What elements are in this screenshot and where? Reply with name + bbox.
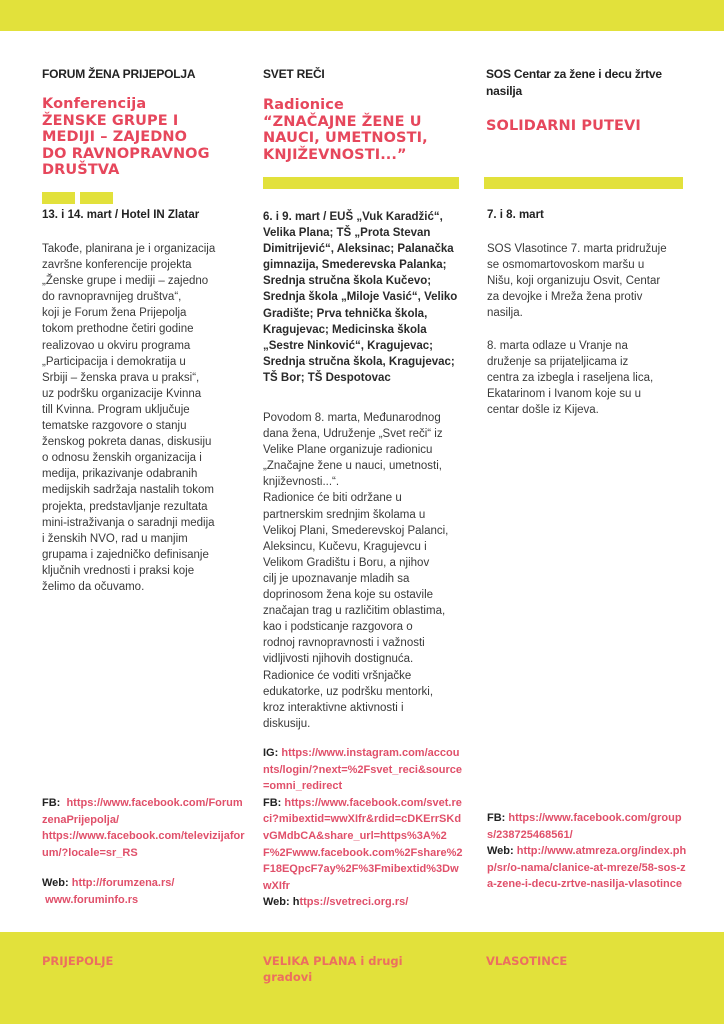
organization-name: FORUM ŽENA PRIJEPOLJA bbox=[42, 67, 196, 81]
event-date: 13. i 14. mart / Hotel IN Zlatar bbox=[42, 209, 200, 221]
title-line: Radionice bbox=[263, 97, 344, 113]
facebook-link[interactable]: https://www.facebook.com/televizijaforum/?locale=sr_RS bbox=[42, 830, 245, 859]
event-date: 7. i 8. mart bbox=[487, 209, 544, 221]
web-label: Web: bbox=[42, 877, 69, 890]
event-title bbox=[263, 97, 475, 163]
fb-label: FB: bbox=[42, 797, 61, 809]
facebook-link[interactable]: https://www.facebook.com/svet.reci?mibextid=wwXIfr&rdid=cDKErrSKdvGMdbCA&share_url=https%3A%2F%2Fwww.facebook.com%2Fshare%2F18EQpcF7ay%2F%3Fmibextid%3DwwXIfr bbox=[263, 796, 463, 892]
title-line: Konferencija bbox=[42, 96, 147, 112]
title-line: SOLIDARNI PUTEVI bbox=[486, 118, 641, 134]
web-link[interactable]: ttps://svetreci.org.rs/ bbox=[299, 896, 409, 909]
ig-label: IG: bbox=[263, 747, 279, 759]
title-line: NAUCI, UMETNOSTI, bbox=[263, 130, 428, 146]
links-block bbox=[263, 745, 463, 911]
footer-location: PRIJEPOLJE bbox=[42, 954, 114, 968]
title-line: DRUŠTVA bbox=[42, 162, 120, 178]
event-date-locations: 6. i 9. mart / EUŠ „Vuk Karadžić“, Velika Plana; TŠ „Prota Stevan Dimitrijević“, Aleksinac; Palanačka gimnazija, Smederevska Palanka; Srednja stručna škola Kučevo; Srednja škola „Miloje Vasić“, Veliko Gradište; Prva tehnička škola, Kragujevac; Medicinska škola „Sestre Ninković“, Kragujevac; Srednja stručna škola, Kragujevac; TŠ Bor; TŠ Despotovac bbox=[263, 211, 458, 384]
web-link[interactable]: http://www.atmreza.org/index.php/sr/o-nama/clanice-at-mreze/58-sos-za-zene-i-decu-zrtve-nasilja-vlasotince bbox=[487, 845, 687, 891]
web-label: Web: bbox=[487, 845, 514, 858]
fb-label: FB: bbox=[263, 796, 282, 809]
links-block bbox=[487, 810, 687, 893]
title-line: ŽENSKE GRUPE I bbox=[42, 112, 179, 129]
web-link[interactable]: http://forumzena.rs/ bbox=[71, 877, 175, 890]
title-line: KNJIŽEVNOSTI...” bbox=[263, 146, 407, 163]
links-block bbox=[42, 795, 247, 909]
organization-name: SOS Centar za žene i decu žrtve nasilja bbox=[486, 67, 662, 98]
event-description: Povodom 8. marta, Međunarodnog dana žena, Udruženje „Svet reči“ iz Velike Plane organizuje radionicu „Značajne žene u nauci, umetnosti, književnosti...“. Radionice će biti održane u partnerskim srednjim školama u Velikoj Plani, Smederevskoj Palanci, Aleksincu, Kučevu, Kragujevcu i Velikom Gradištu i Boru, a njihov cilj je upoznavanje mladih sa doprinosom žena koje su ostavile značajan trag u različitim oblastima, kao i podsticanje razgovora o rodnoj ravnopravnosti i važnosti vidljivosti njihovih dostignuća. Radionice će voditi vršnjačke edukatorke, uz podršku mentorki, kroz interaktivne aktivnosti i diskusiju. bbox=[263, 412, 449, 730]
organization-name: SVET REČI bbox=[263, 67, 325, 81]
web-label: Web: h bbox=[263, 896, 300, 909]
web-link[interactable]: www.foruminfo.rs bbox=[45, 893, 139, 906]
title-line: MEDIJI – ZAJEDNO bbox=[42, 129, 188, 145]
fb-label: FB: bbox=[487, 812, 506, 824]
column-forum-zena bbox=[42, 66, 252, 179]
accent-bar bbox=[42, 192, 75, 204]
facebook-link[interactable]: https://www.facebook.com/groups/238725468561/ bbox=[487, 812, 682, 841]
event-description: Takođe, planirana je i organizacija završne konferencije projekta „Ženske grupe i mediji – zajedno do ravnopravnijeg društva“, koji je Forum žena Prijepolja tokom prethodne četiri godine realizovao u okviru programa „Participacija i demokratija u Srbiji – ženska prava u praksi“, uz podršku organizacije Kvinna till Kvinna. Program uključuje tematske razgovore o stanju ženskog pokreta danas, diskusiju o odnosu ženskih organizacija i medija, prikazivanje odabranih medijskih sadržaja nastalih tokom projekta, predstavljanje rezultata mini-istraživanja o saradnji medija i ženskih NVO, rad u manjim grupama i zajedničko definisanje ključnih vrednosti i praksi koje želimo da očuvamo. bbox=[42, 243, 216, 593]
column-svet-reci bbox=[263, 66, 475, 163]
top-accent-band bbox=[0, 0, 724, 31]
footer-location: VLASOTINCE bbox=[486, 954, 568, 968]
event-description: SOS Vlasotince 7. marta pridružuje se osmomartovoskom maršu u Nišu, koji organizuju Osvit, Centar za devojke i Mreža žena protiv nasilja. 8. marta odlaze u Vranje na druženje sa prijateljicama iz centra za izbegla i raseljena lica, Ekatarinom i Ivanom koje su u centar došle iz Kijeva. bbox=[487, 243, 667, 416]
accent-bar bbox=[484, 177, 683, 189]
instagram-link[interactable]: https://www.instagram.com/accounts/login/?next=%2Fsvet_reci&source=omni_redirect bbox=[263, 747, 462, 793]
event-title bbox=[42, 96, 252, 179]
facebook-link[interactable]: https://www.facebook.com/ForumzenaPrijepolja/ bbox=[42, 797, 243, 826]
accent-bar bbox=[263, 177, 459, 189]
title-line: “ZNAČAJNE ŽENE U bbox=[263, 113, 422, 130]
event-title bbox=[486, 118, 691, 135]
title-line: DO RAVNOPRAVNOG bbox=[42, 145, 210, 162]
footer-location: VELIKA PLANA i drugi gradovi bbox=[263, 954, 403, 984]
column-sos-centar bbox=[486, 66, 691, 135]
accent-bar bbox=[80, 192, 113, 204]
